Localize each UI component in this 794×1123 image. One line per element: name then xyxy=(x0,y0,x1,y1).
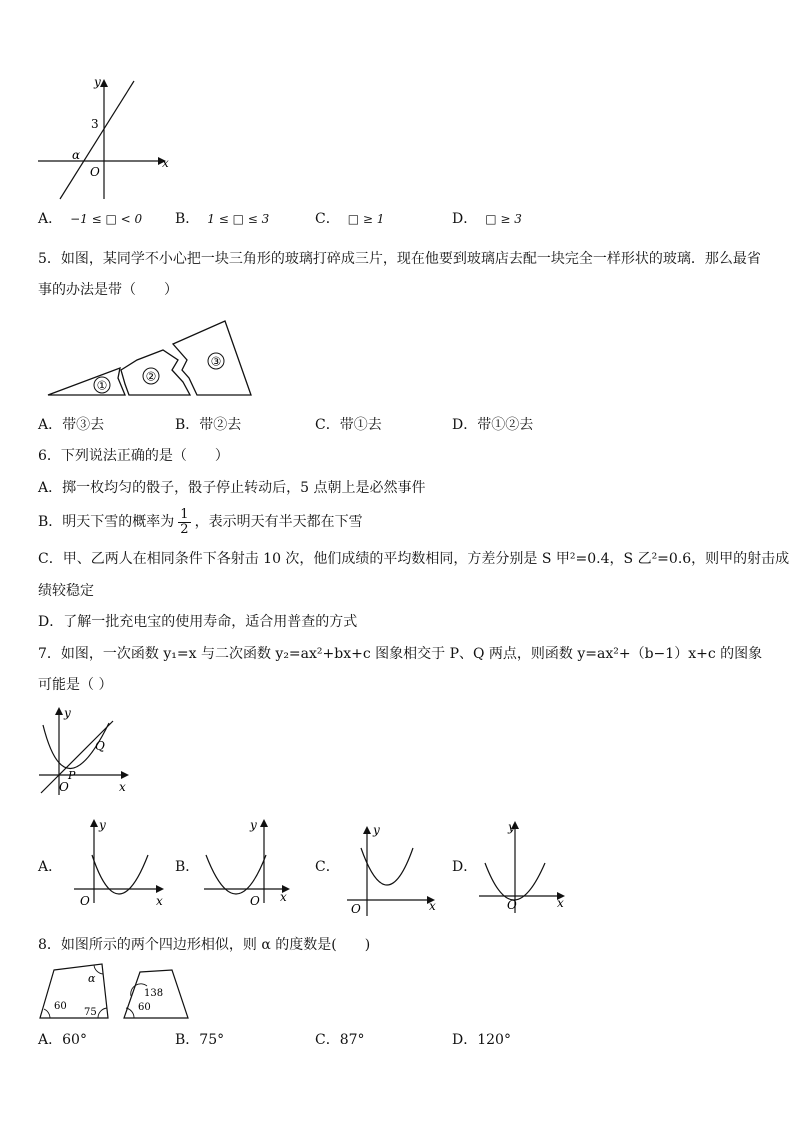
svg-text:O: O xyxy=(507,898,517,912)
svg-text:75: 75 xyxy=(84,1007,97,1018)
svg-text:α: α xyxy=(88,972,96,985)
q4-option-a[interactable]: A． −1 ≤ □ < 0 xyxy=(38,211,143,227)
svg-text:y: y xyxy=(250,818,257,832)
svg-text:60: 60 xyxy=(138,1002,151,1013)
piece-2-label: ② xyxy=(145,369,157,384)
q8-option-b[interactable]: B．75° xyxy=(175,1032,225,1048)
piece-1-label: ① xyxy=(96,378,108,393)
q7-option-b[interactable]: B． xyxy=(175,859,200,875)
q8-option-a[interactable]: A．60° xyxy=(38,1032,87,1048)
q5-option-b[interactable]: B．带②去 xyxy=(175,417,242,433)
q4-line-graph xyxy=(30,75,180,205)
svg-text:60: 60 xyxy=(54,1001,67,1012)
svg-text:O: O xyxy=(80,894,90,908)
svg-text:y: y xyxy=(99,818,106,832)
one-half-fraction: $\frac{1}{2}$ xyxy=(180,506,189,537)
y-axis-label: y xyxy=(64,706,71,720)
q7-option-d-graph[interactable] xyxy=(475,815,575,915)
svg-text:O: O xyxy=(250,894,260,908)
svg-text:y: y xyxy=(373,823,380,837)
y-axis-label: y xyxy=(94,75,101,89)
q7-stem-line1: 7．如图，一次函数 y₁=x 与二次函数 y₂=ax²+bx+c 图象相交于 P、Q 两点，则函数 y=ax²+（b−1）x+c 的图象 xyxy=(38,646,763,662)
q8-option-d[interactable]: D．120° xyxy=(452,1032,511,1048)
x-axis-label: x xyxy=(162,156,169,170)
point-p-label: P xyxy=(68,769,76,782)
q8-quadrilateral-1 xyxy=(36,960,116,1022)
q7-option-d[interactable]: D． xyxy=(452,859,478,875)
svg-text:O: O xyxy=(351,902,361,916)
q7-option-a[interactable]: A． xyxy=(38,859,63,875)
q5-option-d[interactable]: D．带①②去 xyxy=(452,417,534,433)
q4-option-d[interactable]: D． □ ≥ 3 xyxy=(452,211,522,227)
q6-stem: 6．下列说法正确的是（ ） xyxy=(38,448,229,464)
q5-option-a[interactable]: A．带③去 xyxy=(38,417,105,433)
q6-option-a[interactable]: A．掷一枚均匀的骰子，骰子停止转动后，5 点朝上是必然事件 xyxy=(38,480,426,496)
q6-option-b[interactable]: B．明天下雪的概率为 $\frac{1}{2}$ ，表示明天有半天都在下雪 xyxy=(38,506,363,537)
q4-option-b[interactable]: B． 1 ≤ □ ≤ 3 xyxy=(175,211,270,227)
piece-3-label: ③ xyxy=(210,354,222,369)
q7-stem-line2: 可能是（ ） xyxy=(38,677,113,693)
point-q-label: Q xyxy=(95,739,105,753)
origin-label: O xyxy=(59,780,69,794)
q7-option-b-graph[interactable] xyxy=(200,815,300,910)
q6-option-d[interactable]: D．了解一批充电宝的使用寿命，适合用普查的方式 xyxy=(38,614,358,630)
q8-option-c[interactable]: C．87° xyxy=(315,1032,365,1048)
q7-option-c-graph[interactable] xyxy=(343,820,443,920)
q6-option-c-line1[interactable]: C．甲、乙两人在相同条件下各射击 10 次，他们成绩的平均数相同，方差分别是 S 甲²=0.4，S 乙²=0.6，则甲的射击成 xyxy=(38,551,790,567)
q5-option-c[interactable]: C．带①去 xyxy=(315,417,382,433)
svg-text:138: 138 xyxy=(144,988,164,999)
q4-option-c[interactable]: C． □ ≥ 1 xyxy=(315,211,385,227)
q5-stem-line2: 事的办法是带（ ） xyxy=(38,282,178,298)
q8-stem: 8．如图所示的两个四边形相似，则 α 的度数是( ) xyxy=(38,937,371,953)
svg-text:x: x xyxy=(557,896,564,910)
angle-label: α xyxy=(72,148,81,162)
q6-option-c-line2: 绩较稳定 xyxy=(38,583,94,599)
x-axis-label: x xyxy=(119,780,126,794)
q7-option-c[interactable]: C． xyxy=(315,859,340,875)
svg-text:x: x xyxy=(280,890,287,904)
intercept-label: 3 xyxy=(91,117,99,131)
q5-stem-line1: 5．如图，某同学不小心把一块三角形的玻璃打碎成三片，现在他要到玻璃店去配一块完全一样形状的玻璃．那么最省 xyxy=(38,251,761,267)
origin-label: O xyxy=(90,165,100,179)
svg-text:y: y xyxy=(508,820,515,834)
q7-intersection-graph xyxy=(35,703,135,798)
q8-quadrilateral-2 xyxy=(120,968,195,1022)
svg-text:x: x xyxy=(429,899,436,913)
svg-text:x: x xyxy=(156,894,163,908)
q7-option-a-graph[interactable] xyxy=(70,815,170,910)
q5-broken-glass-figure xyxy=(45,318,260,398)
